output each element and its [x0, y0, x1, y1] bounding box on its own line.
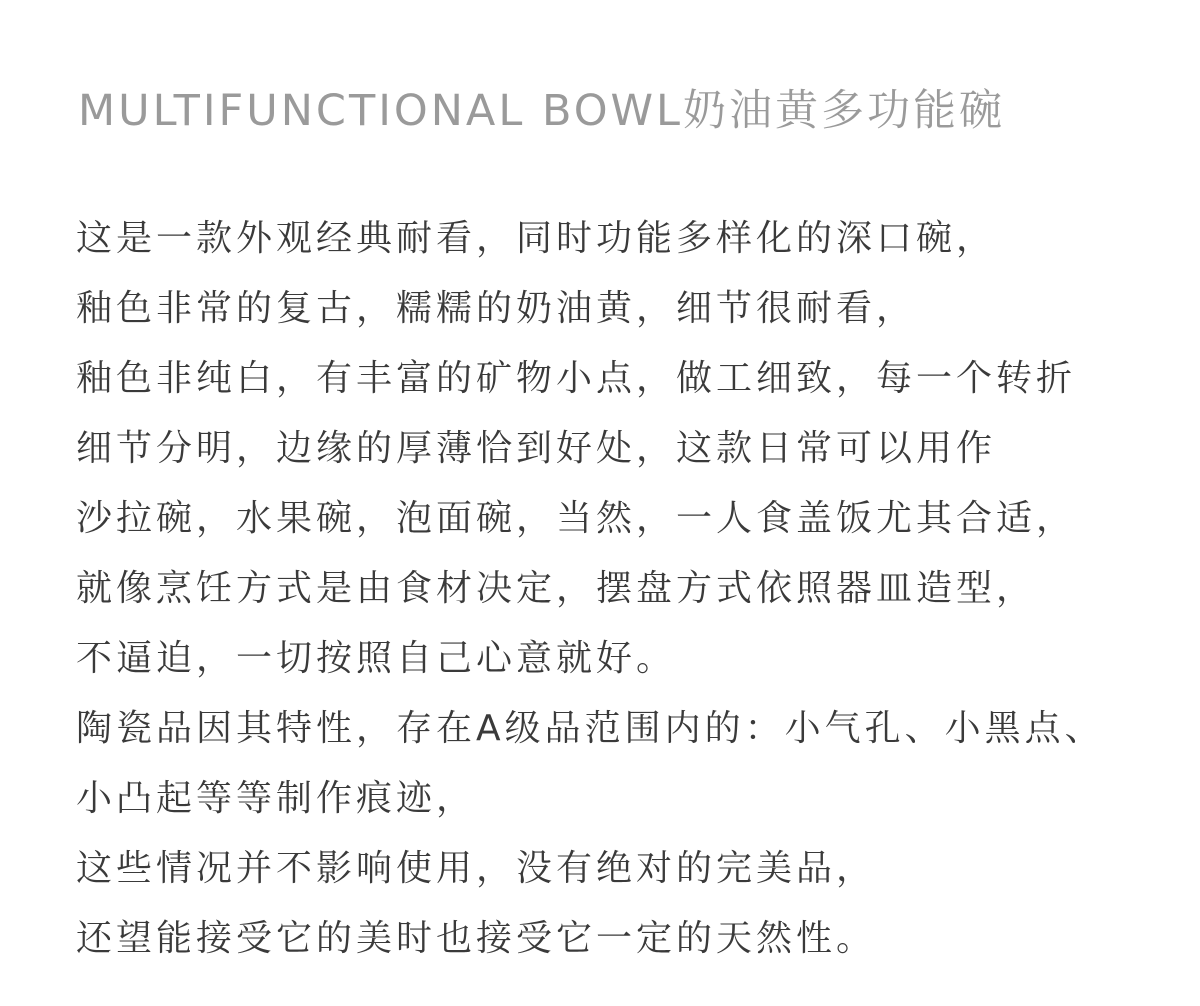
product-title: MULTIFUNCTIONAL BOWL奶油黄多功能碗 — [78, 86, 1006, 136]
description-line: 不逼迫，一切按照自己心意就好。 — [76, 638, 677, 679]
description-line: 陶瓷品因其特性，存在A级品范围内的：小气孔、小黑点、 — [76, 708, 1105, 749]
description-line: 釉色非常的复古，糯糯的奶油黄，细节很耐看， — [76, 288, 917, 329]
product-description — [76, 204, 1200, 974]
description-line: 就像烹饪方式是由食材决定，摆盘方式依照器皿造型， — [76, 568, 1037, 609]
description-line: 小凸起等等制作痕迹， — [76, 778, 477, 819]
description-line: 细节分明，边缘的厚薄恰到好处，这款日常可以用作 — [76, 428, 997, 469]
description-line: 这是一款外观经典耐看，同时功能多样化的深口碗， — [76, 218, 997, 259]
description-line: 釉色非纯白，有丰富的矿物小点，做工细致，每一个转折 — [76, 358, 1077, 399]
description-line: 还望能接受它的美时也接受它一定的天然性。 — [76, 918, 877, 959]
description-line: 沙拉碗，水果碗，泡面碗，当然，一人食盖饭尤其合适， — [76, 498, 1077, 539]
description-line: 这些情况并不影响使用，没有绝对的完美品， — [76, 848, 877, 889]
